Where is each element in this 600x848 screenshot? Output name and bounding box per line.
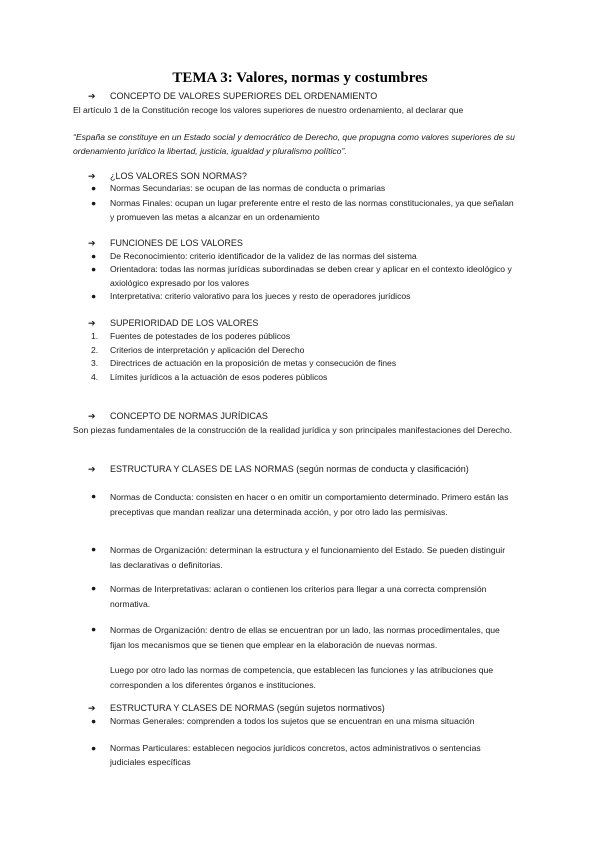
page-title: TEMA 3: Valores, normas y costumbres	[172, 70, 428, 86]
bullet-icon: ●	[91, 544, 97, 554]
bullet-icon: ●	[91, 183, 97, 193]
section-heading-estructura-sujetos: ➔ ESTRUCTURA Y CLASES DE NORMAS (según sujetos normativos)	[88, 703, 385, 713]
list-number: 4.	[91, 372, 99, 382]
bullet-icon: ●	[91, 251, 97, 261]
section-heading-normas-juridicas: ➔ CONCEPTO DE NORMAS JURÍDICAS	[88, 411, 268, 421]
paragraph-normas-juridicas: Son piezas fundamentales de la construcción de la realidad jurídica y son principales manifestaciones del Derecho.	[73, 425, 513, 435]
paragraph-articulo-1: El artículo 1 de la Constitución recoge los valores superiores de nuestro ordenamiento, al declarar que	[73, 105, 464, 115]
quote-constitucion: “España se constituye en un Estado social y democrático de Derecho, que propugna como valores superiores de su ordenamiento jurídico la libertad, justicia, igualdad y pluralismo político”.	[73, 132, 515, 156]
arrow-icon: ➔	[88, 703, 96, 713]
bullet-icon: ●	[91, 583, 97, 593]
bullet-icon: ●	[91, 198, 97, 208]
section-heading-valores-superiores: ➔ CONCEPTO DE VALORES SUPERIORES DEL ORDENAMIENTO	[88, 91, 378, 101]
arrow-icon: ➔	[88, 171, 96, 181]
list-number: 1.	[91, 331, 99, 341]
section-heading-funciones: ➔ FUNCIONES DE LOS VALORES	[88, 238, 243, 248]
section-heading-superioridad: ➔ SUPERIORIDAD DE LOS VALORES	[88, 318, 259, 328]
arrow-icon: ➔	[88, 238, 96, 248]
arrow-icon: ➔	[88, 318, 96, 328]
arrow-icon: ➔	[88, 411, 96, 421]
section-heading-valores-normas: ➔ ¿LOS VALORES SON NORMAS?	[88, 171, 247, 181]
bullet-icon: ●	[91, 291, 97, 301]
document-page: TEMA 3: Valores, normas y costumbres ➔ CONCEPTO DE VALORES SUPERIORES DEL ORDENAMIENTO El artículo 1 de la Constitución recoge los valores superiores de nuestro ordenamiento, al declarar que “España se constituye en un Estado social y democrático de Derecho, que propugna como valores superiores de su ordenamiento jurídico la libertad, justicia, igualdad y pluralismo político”. ➔ ¿LOS VALORES SON NORMAS? ● Normas Secundarias: se ocupan de las normas de conducta o primarias ● Normas Finales: ocupan un lugar preferente entre el resto de las normas constitucionales, ya que señalan y promueven las metas a alcanzar en un ordenamiento ➔ FUNCIONES DE LOS VALORES ● De Reconocimiento: criterio identificador de la validez de las normas del sistema ● Orientadora: todas las normas jurídicas subordinadas se deben crear y aplicar en el contexto ideológico y axiológico expresado por los valores ● Interpretativa: criterio valorativo para los jueces y resto de operadores jurídicos ➔ SUPERIORIDAD DE LOS VALORES 1. Fuentes de potestades de los poderes públicos 2. Criterios de interpretación y aplicación del Derecho 3. Directrices de actuación en la proposición de metas y consecución de fines 4. Límites jurídicos a la actuación de esos poderes públicos ➔ CONCEPTO DE NORMAS JURÍDICAS Son piezas fundamentales de la construcción de la realidad jurídica y son principales manifestaciones del Derecho. ➔ ESTRUCTURA Y CLASES DE LAS NORMAS (según normas de conducta y clasificación) ● Normas de Conducta: consisten en hacer o en omitir un comportamiento determinado. Primero están las preceptivas que mandan realizar una determinada acción, y por otro lado las permisivas. ● Normas de Organización: determinan la estructura y el funcionamiento del Estado. Se pueden distinguir las declarativas o definitorias. ● Normas de Interpretativas: aclaran o contienen los criterios para llegar a una correcta comprensión normativa. ● Normas de Organización: dentro de ellas se encuentran por un lado, las normas procedimentales, que fijan los mecanismos que se tienen que emplear en la elaboración de nuevas normas. Luego por otro lado las normas de competencia, que establecen las funciones y las atribuciones que corresponden a los diferentes órganos e instituciones. ➔ ESTRUCTURA Y CLASES DE NORMAS (según sujetos normativos) ● Normas Generales: comprenden a todos los sujetos que se encuentran en una misma situación ● Normas Particulares: establecen negocios jurídicos concretos, actos administrativos o sentencias judiciales específicas	[0, 0, 600, 848]
bullet-icon: ●	[91, 743, 97, 753]
bullet-icon: ●	[91, 264, 97, 274]
list-number: 2.	[91, 345, 99, 355]
arrow-icon: ➔	[88, 464, 96, 474]
bullet-icon: ●	[91, 624, 97, 634]
bullet-icon: ●	[91, 491, 97, 501]
arrow-icon: ➔	[88, 91, 96, 101]
bullet-icon: ●	[91, 716, 97, 726]
section-heading-estructura-conducta: ➔ ESTRUCTURA Y CLASES DE LAS NORMAS (según normas de conducta y clasificación)	[88, 464, 469, 474]
list-number: 3.	[91, 358, 99, 368]
